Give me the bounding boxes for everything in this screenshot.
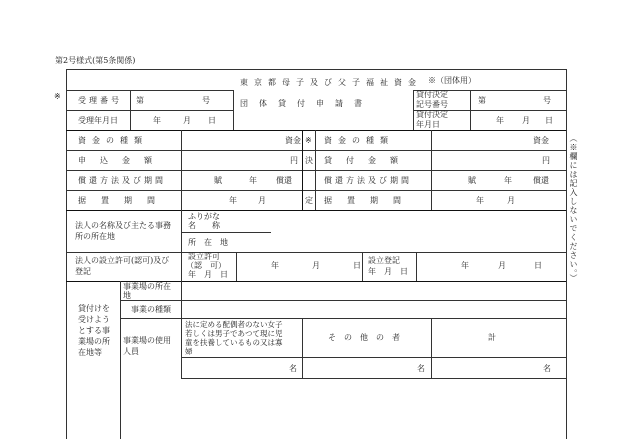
persons-single-parent: 名 [289, 364, 297, 373]
loan-date-label-2: 年月日 [416, 120, 440, 129]
single-parent-4: 婦 [185, 347, 193, 356]
deferment-label: 据置期間 [78, 196, 170, 205]
decision-amount-yen: 円 [542, 156, 550, 165]
workplace-location-2: 地 [123, 291, 131, 300]
permit-date-3: 年 月 日 [188, 270, 228, 279]
form-title-line2: 団体貸付申請書 [240, 99, 373, 108]
reg-date-1: 設立登記 [368, 256, 400, 265]
permit-date-1: 設立許可 [188, 252, 220, 261]
receipt-day: 日 [208, 116, 216, 125]
decision-fund-suffix: 資金 [533, 136, 549, 145]
persons-others: 名 [417, 364, 425, 373]
corp-label-2: 所の所在地 [75, 232, 115, 241]
fund-type-label: 資金の種類 [78, 136, 148, 145]
furigana-label: ふりがな [188, 212, 220, 221]
decision-deferment-month: 月 [507, 196, 515, 205]
side-note: （※欄には記入しないでください。） [569, 134, 578, 283]
total-label: 計 [488, 333, 496, 342]
reg-date-2: 年 月 日 [368, 267, 408, 276]
decision-fund-type-label: 資金の種類 [324, 136, 394, 145]
workplace-side-2: 受けよう [78, 315, 110, 324]
location-label: 所 在 地 [188, 238, 228, 247]
receipt-year: 年 [153, 116, 161, 125]
decision-ketsu: 決 [305, 156, 313, 165]
permit-month: 月 [312, 261, 320, 270]
persons-total: 名 [543, 364, 551, 373]
repayment-year: 年 [249, 176, 257, 185]
others-label: その他の者 [328, 333, 408, 342]
decision-amount-label: 貸付金額 [324, 156, 412, 165]
workplace-side-1: 貸付けを [78, 304, 110, 313]
fund-type-suffix: 資金 [285, 136, 301, 145]
single-parent-1: 法に定める配偶者のない女子 [185, 320, 283, 329]
business-type-label: 事業の種類 [131, 305, 171, 314]
reg-month: 月 [498, 261, 506, 270]
receipt-month: 月 [183, 116, 191, 125]
receipt-no-prefix: 第 [136, 96, 144, 105]
receipt-date-label: 受理年月日 [78, 116, 118, 125]
receipt-mark: ※ [54, 92, 61, 101]
form-left-border [66, 69, 67, 439]
single-parent-3: 童を扶養しているもの又は寡 [185, 338, 283, 347]
deferment-year: 年 [229, 196, 237, 205]
office-use-note: ※（団体用） [428, 76, 476, 85]
loan-no-suffix: 号 [543, 96, 551, 105]
receipt-no-label: 受理番号 [78, 96, 122, 105]
decision-tei: 定 [305, 196, 313, 205]
reg-year: 年 [461, 261, 469, 270]
repayment-label: 償還方法及び期間 [78, 176, 166, 185]
decision-repayment-label: 償還方法及び期間 [324, 176, 412, 185]
decision-repayment-year: 年 [504, 176, 512, 185]
decision-deferment-label: 据置期間 [324, 196, 416, 205]
loan-no-prefix: 第 [478, 96, 486, 105]
reg-day: 日 [534, 261, 542, 270]
permit-label-1: 法人の設立許可(認可)及び [75, 256, 170, 265]
decision-deferment-year: 年 [476, 196, 484, 205]
workplace-side-3: とする事 [78, 326, 110, 335]
receipt-no-suffix: 号 [202, 96, 210, 105]
permit-date-2: （認 可） [186, 261, 226, 270]
decision-mark: ※ [305, 136, 312, 145]
loan-date-label-1: 貸付決定 [416, 110, 448, 119]
form-number: 第2号様式(第5条関係) [55, 56, 136, 65]
loan-no-label-1: 貸付決定 [416, 90, 448, 99]
workplace-location-1: 事業場の所在 [123, 282, 171, 291]
permit-day: 日 [353, 261, 361, 270]
loan-no-label-2: 記号番号 [416, 100, 448, 109]
name-label: 名 称 [188, 221, 220, 230]
single-parent-2: 若しくは男子であつて現に児 [185, 329, 283, 338]
loan-year: 年 [496, 116, 504, 125]
permit-label-2: 登記 [75, 267, 91, 276]
deferment-month: 月 [258, 196, 266, 205]
loan-day: 日 [545, 116, 553, 125]
amount-yen: 円 [290, 156, 298, 165]
form-right-border [566, 69, 567, 439]
repayment-freq: 賦 [214, 176, 222, 185]
decision-repayment-method: 償還 [533, 176, 549, 185]
form-title-line1: 東京都母子及び父子福祉資金 [240, 78, 422, 87]
employees-label-1: 事業場の使用 [123, 336, 171, 345]
workplace-side-4: 業場の所 [78, 337, 110, 346]
corp-label-1: 法人の名称及び主たる事務 [75, 221, 171, 230]
permit-year: 年 [271, 261, 279, 270]
loan-month: 月 [522, 116, 530, 125]
employees-label-2: 人員 [123, 347, 139, 356]
repayment-method: 償還 [276, 176, 292, 185]
decision-repayment-freq: 賦 [468, 176, 476, 185]
workplace-side-5: 在地等 [78, 348, 102, 357]
amount-label: 申込金額 [78, 156, 166, 165]
